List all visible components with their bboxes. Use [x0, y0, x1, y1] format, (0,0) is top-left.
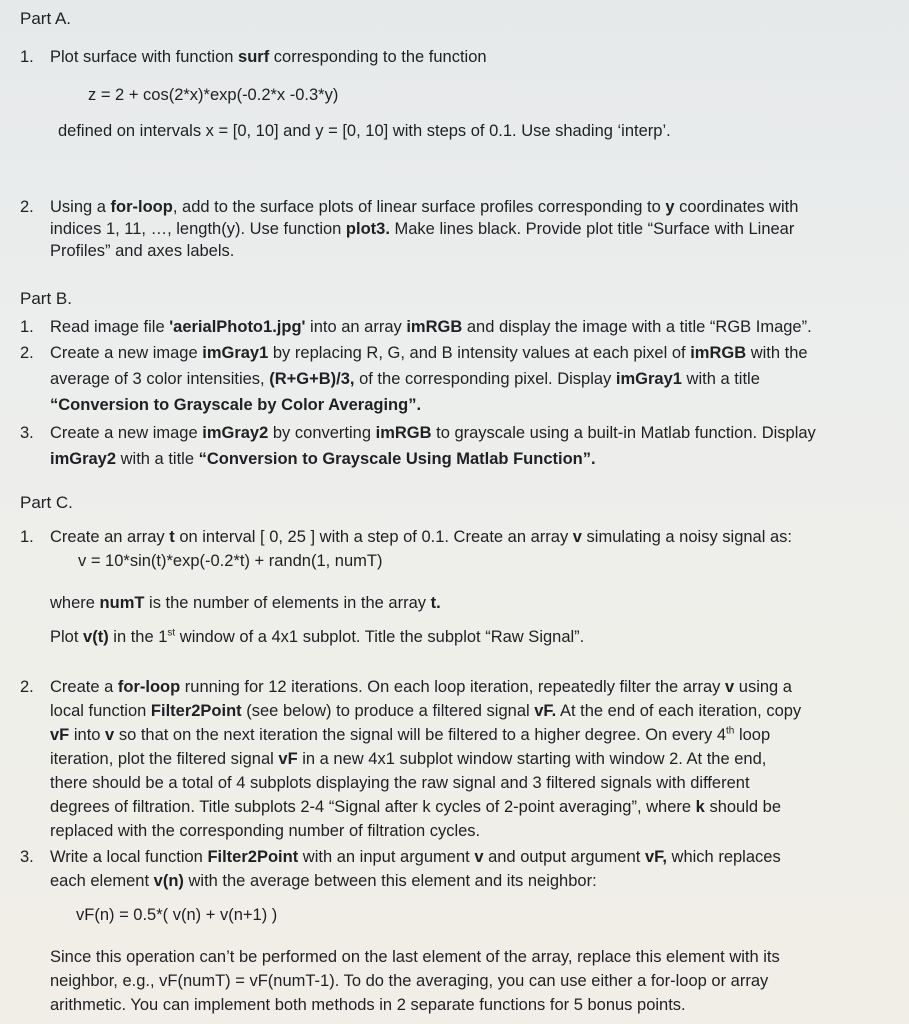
part-c-item-2-line-1: Create a for-loop running for 12 iterations. On each loop iteration, repeatedly filter the array v using a — [50, 678, 792, 696]
part-c-item-3-para-line-2: neighbor, e.g., vF(numT) = vF(numT-1). To do the averaging, you can use either a for-loop or array — [50, 972, 769, 990]
part-b-item-3-line-1: Create a new image imGray2 by converting imRGB to grayscale using a built-in Matlab function. Display — [50, 424, 816, 442]
part-c-item-1-plot: Plot v(t) in the 1st window of a 4x1 subplot. Title the subplot “Raw Signal”. — [50, 627, 585, 646]
part-c-item-1-line-1: Create an array t on interval [ 0, 25 ] with a step of 0.1. Create an array v simulating a noisy signal as: — [50, 528, 792, 546]
part-c-item-3-para-line-1: Since this operation can’t be performed on the last element of the array, replace this element with its — [50, 948, 780, 966]
part-c-filter-formula: vF(n) = 0.5*( v(n) + v(n+1) ) — [76, 906, 278, 924]
part-b-item-1-number: 1. — [20, 318, 34, 336]
part-b-item-2-line-3: “Conversion to Grayscale by Color Averaging”. — [50, 396, 422, 414]
part-c-item-1-number: 1. — [20, 528, 34, 546]
part-b-item-3-number: 3. — [20, 424, 34, 442]
part-c-item-2-line-5: there should be a total of 4 subplots displaying the raw signal and 3 filtered signals with different — [50, 774, 750, 792]
part-c-item-3-line-2: each element v(n) with the average between this element and its neighbor: — [50, 872, 597, 890]
part-b-item-3-line-2: imGray2 with a title “Conversion to Grayscale Using Matlab Function”. — [50, 450, 596, 468]
part-b-item-2-line-2: average of 3 color intensities, (R+G+B)/3, of the corresponding pixel. Display imGray1 with a title — [50, 370, 760, 388]
part-c-heading: Part C. — [20, 493, 73, 512]
part-a-formula: z = 2 + cos(2*x)*exp(-0.2*x -0.3*y) — [88, 86, 339, 104]
part-a-item-1-line-3: defined on intervals x = [0, 10] and y = [0, 10] with steps of 0.1. Use shading ‘interp’. — [58, 122, 671, 140]
part-c-item-3-para-line-3: arithmetic. You can implement both methods in 2 separate functions for 5 bonus points. — [50, 996, 686, 1014]
part-a-item-1-number: 1. — [20, 48, 34, 66]
part-c-item-2-line-2: local function Filter2Point (see below) to produce a filtered signal vF. At the end of each iteration, copy — [50, 702, 802, 720]
part-b-heading: Part B. — [20, 289, 72, 308]
part-c-item-2-number: 2. — [20, 678, 34, 696]
part-a-item-2-line-1: Using a for-loop, add to the surface plots of linear surface profiles corresponding to y coordinates with — [50, 198, 799, 216]
part-a-heading: Part A. — [20, 9, 72, 28]
part-c-item-2-line-6: degrees of filtration. Title subplots 2-4 “Signal after k cycles of 2-point averaging”, where k should be — [50, 798, 782, 816]
part-c-item-2-line-4: iteration, plot the filtered signal vF in a new 4x1 subplot window starting with window 2. At the end, — [50, 750, 767, 768]
part-c-item-3-line-1: Write a local function Filter2Point with an input argument v and output argument vF, which replaces — [50, 848, 781, 866]
part-b-item-2-number: 2. — [20, 344, 34, 362]
part-b-item-1-line-1: Read image file 'aerialPhoto1.jpg' into an array imRGB and display the image with a title “RGB Image”. — [50, 318, 812, 336]
part-c-item-2-line-7: replaced with the corresponding number of filtration cycles. — [50, 822, 481, 840]
part-c-item-1-where: where numT is the number of elements in the array t. — [50, 594, 441, 612]
part-c-signal-formula: v = 10*sin(t)*exp(-0.2*t) + randn(1, numT) — [78, 552, 383, 570]
part-c-item-2-line-3: vF into v so that on the next iteration the signal will be filtered to a higher degree. On every 4th loop — [50, 725, 771, 744]
part-a-item-2-line-3: Profiles” and axes labels. — [50, 242, 235, 260]
part-a-item-2-line-2: indices 1, 11, …, length(y). Use function plot3. Make lines black. Provide plot title “Surface with Linear — [50, 220, 795, 238]
part-a-item-1-line-1: Plot surface with function surf corresponding to the function — [50, 48, 487, 66]
part-b-item-2-line-1: Create a new image imGray1 by replacing R, G, and B intensity values at each pixel of imRGB with the — [50, 344, 808, 362]
part-a-item-2-number: 2. — [20, 198, 34, 216]
part-c-item-3-number: 3. — [20, 848, 34, 866]
